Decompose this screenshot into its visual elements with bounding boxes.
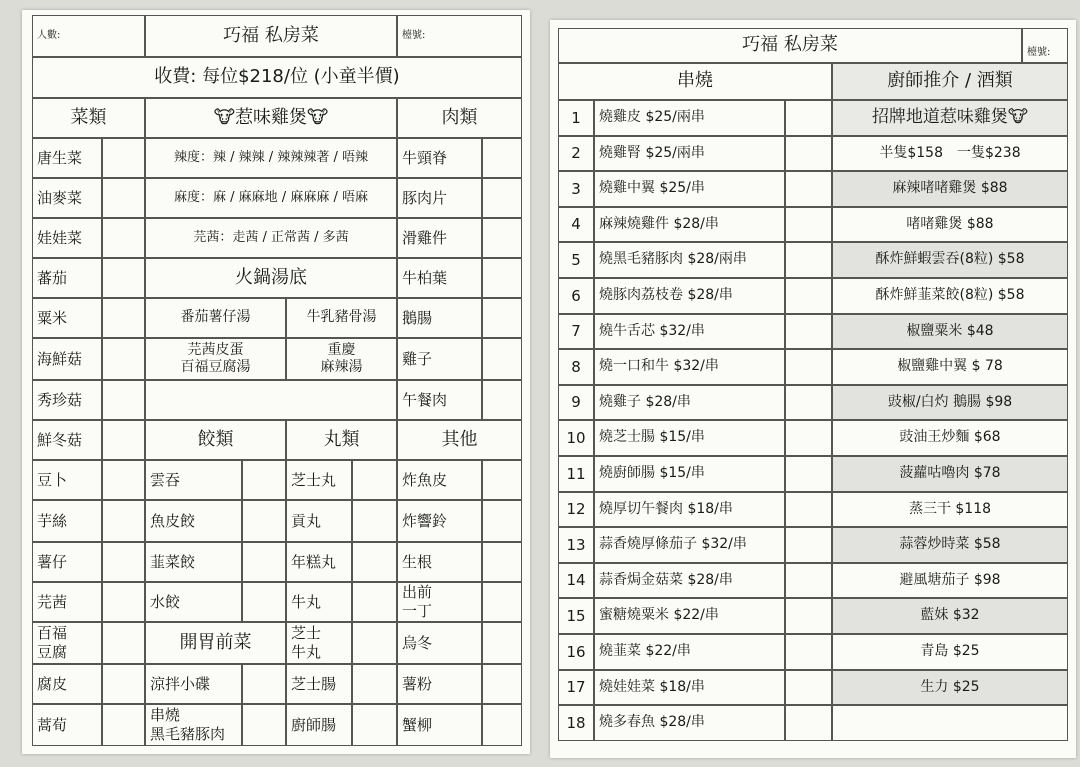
skewer-item: 燒雞腎 $25/兩串 <box>594 136 785 171</box>
vegetables-header: 菜類 <box>32 98 145 138</box>
skewer-number: 4 <box>558 207 594 242</box>
others-header: 其他 <box>397 420 522 460</box>
vegetable-item: 芫茜 <box>32 582 102 622</box>
meat-qty-box[interactable] <box>482 338 522 380</box>
vegetable-qty-box[interactable] <box>102 218 145 258</box>
other-qty-box[interactable] <box>482 542 522 582</box>
vegetable-item: 油麥菜 <box>32 178 102 218</box>
skewer-item: 燒雞子 $28/串 <box>594 385 785 420</box>
meat-item: 鵝腸 <box>397 298 482 338</box>
balls-header: 丸類 <box>286 420 397 460</box>
skewer-number: 9 <box>558 385 594 420</box>
pot-option-row: 辣度：辣 / 辣辣 / 辣辣辣著 / 唔辣 <box>145 138 397 178</box>
skewer-number: 7 <box>558 314 594 349</box>
chef-item: 麻辣啫啫雞煲 $88 <box>832 171 1068 207</box>
ball-item: 芝士腸 <box>286 664 352 704</box>
meat-qty-box[interactable] <box>482 178 522 218</box>
soup-option: 芫茜皮蛋 百福豆腐湯 <box>145 338 286 380</box>
skewer-number: 1 <box>558 100 594 136</box>
skewer-item: 蒜香燒厚條茄子 $32/串 <box>594 527 785 563</box>
skewer-qty-box[interactable] <box>785 705 832 741</box>
skewer-number: 2 <box>558 136 594 171</box>
dumpling-item: 魚皮餃 <box>145 500 242 542</box>
vegetable-qty-box[interactable] <box>102 258 145 298</box>
appetizer-qty-box[interactable] <box>242 664 286 704</box>
vegetable-item: 蕃茄 <box>32 258 102 298</box>
dumpling-item: 水餃 <box>145 582 242 622</box>
meat-item: 牛柏葉 <box>397 258 482 298</box>
skewer-qty-box[interactable] <box>785 527 832 563</box>
ball-qty-box[interactable] <box>352 542 397 582</box>
skewer-qty-box[interactable] <box>785 171 832 207</box>
ball-qty-box[interactable] <box>352 460 397 500</box>
vegetable-qty-box[interactable] <box>102 704 145 746</box>
chef-item: 青島 $25 <box>832 634 1068 670</box>
soup-option: 番茄薯仔湯 <box>145 298 286 338</box>
restaurant-title: 巧福 私房菜 <box>145 15 397 57</box>
skewer-number: 6 <box>558 278 594 314</box>
skewer-qty-box[interactable] <box>785 385 832 420</box>
skewer-qty-box[interactable] <box>785 242 832 278</box>
vegetable-qty-box[interactable] <box>102 298 145 338</box>
meat-header: 肉類 <box>397 98 522 138</box>
vegetable-item: 海鮮菇 <box>32 338 102 380</box>
ball-item: 牛丸 <box>286 582 352 622</box>
skewer-number: 14 <box>558 563 594 598</box>
vegetable-qty-box[interactable] <box>102 500 145 542</box>
skewer-qty-box[interactable] <box>785 492 832 527</box>
blank-cell <box>145 380 397 420</box>
other-item: 薯粉 <box>397 664 482 704</box>
skewer-item: 麻辣燒雞件 $28/串 <box>594 207 785 242</box>
skewer-number: 5 <box>558 242 594 278</box>
other-item: 炸魚皮 <box>397 460 482 500</box>
chef-item <box>832 705 1068 741</box>
skewer-item: 燒多春魚 $28/串 <box>594 705 785 741</box>
chef-item: 椒鹽粟米 $48 <box>832 314 1068 349</box>
dumpling-item: 雲吞 <box>145 460 242 500</box>
other-qty-box[interactable] <box>482 664 522 704</box>
vegetable-item: 百福 豆腐 <box>32 622 102 664</box>
skewer-item: 燒牛舌芯 $32/串 <box>594 314 785 349</box>
skewer-item: 燒豚肉荔枝卷 $28/串 <box>594 278 785 314</box>
vegetable-item: 蒿荀 <box>32 704 102 746</box>
table-number-label: 檯號: <box>1022 28 1068 63</box>
meat-qty-box[interactable] <box>482 138 522 178</box>
skewer-item: 燒廚師腸 $15/串 <box>594 456 785 492</box>
skewer-number: 16 <box>558 634 594 670</box>
skewer-qty-box[interactable] <box>785 100 832 136</box>
skewer-number: 10 <box>558 420 594 456</box>
skewer-item: 燒韮菜 $22/串 <box>594 634 785 670</box>
skewer-qty-box[interactable] <box>785 670 832 705</box>
skewer-number: 3 <box>558 171 594 207</box>
vegetable-item: 薯仔 <box>32 542 102 582</box>
vegetable-item: 腐皮 <box>32 664 102 704</box>
skewer-number: 17 <box>558 670 594 705</box>
skewer-number: 12 <box>558 492 594 527</box>
vegetable-qty-box[interactable] <box>102 338 145 380</box>
chef-item: 豉椒/白灼 鵝腸 $98 <box>832 385 1068 420</box>
other-qty-box[interactable] <box>482 622 522 664</box>
skewer-qty-box[interactable] <box>785 278 832 314</box>
chef-item: 避風塘茄子 $98 <box>832 563 1068 598</box>
price-banner: 收費: 每位$218/位 (小童半價) <box>32 57 522 98</box>
appetizer-item: 涼拌小碟 <box>145 664 242 704</box>
meat-item: 雞子 <box>397 338 482 380</box>
dumpling-qty-box[interactable] <box>242 500 286 542</box>
ball-item: 年糕丸 <box>286 542 352 582</box>
appetizer-qty-box[interactable] <box>242 704 286 746</box>
ball-item: 芝士 牛丸 <box>286 622 352 664</box>
vegetable-qty-box[interactable] <box>102 460 145 500</box>
skewer-qty-box[interactable] <box>785 634 832 670</box>
meat-qty-box[interactable] <box>482 380 522 420</box>
skewer-qty-box[interactable] <box>785 563 832 598</box>
vegetable-qty-box[interactable] <box>102 380 145 420</box>
ball-item: 廚師腸 <box>286 704 352 746</box>
vegetable-qty-box[interactable] <box>102 138 145 178</box>
dumpling-qty-box[interactable] <box>242 582 286 622</box>
other-qty-box[interactable] <box>482 704 522 746</box>
appetizer-item: 串燒 黑毛豬豚肉 <box>145 704 242 746</box>
ball-item: 芝士丸 <box>286 460 352 500</box>
chef-item: 藍妹 $32 <box>832 598 1068 634</box>
skewer-number: 11 <box>558 456 594 492</box>
chef-item: 酥炸鮮蝦雲吞(8粒) $58 <box>832 242 1068 278</box>
meat-qty-box[interactable] <box>482 218 522 258</box>
chef-item: 菠蘿咕嚕肉 $78 <box>832 456 1068 492</box>
other-qty-box[interactable] <box>482 500 522 542</box>
skewer-item: 燒芝士腸 $15/串 <box>594 420 785 456</box>
ball-item: 貢丸 <box>286 500 352 542</box>
skewer-qty-box[interactable] <box>785 207 832 242</box>
chef-item: 酥炸鮮韮菜餃(8粒) $58 <box>832 278 1068 314</box>
soup-base-header: 火鍋湯底 <box>145 258 397 298</box>
skewer-item: 燒黑毛豬豚肉 $28/兩串 <box>594 242 785 278</box>
other-item: 炸響鈴 <box>397 500 482 542</box>
skewer-item: 蒜香焗金菇菜 $28/串 <box>594 563 785 598</box>
vegetable-item: 秀珍菇 <box>32 380 102 420</box>
ball-qty-box[interactable] <box>352 704 397 746</box>
skewer-number: 13 <box>558 527 594 563</box>
skewer-qty-box[interactable] <box>785 598 832 634</box>
vegetable-qty-box[interactable] <box>102 178 145 218</box>
chef-item: 椒鹽雞中翼 $ 78 <box>832 349 1068 385</box>
dumpling-qty-box[interactable] <box>242 460 286 500</box>
restaurant-title: 巧福 私房菜 <box>558 28 1022 63</box>
ball-qty-box[interactable] <box>352 622 397 664</box>
meat-qty-box[interactable] <box>482 258 522 298</box>
other-item: 生根 <box>397 542 482 582</box>
chef-item: 豉油王炒麵 $68 <box>832 420 1068 456</box>
people-label: 人數: <box>32 15 145 57</box>
skewer-item: 燒一口和牛 $32/串 <box>594 349 785 385</box>
soup-option: 重慶 麻辣湯 <box>286 338 397 380</box>
ball-qty-box[interactable] <box>352 582 397 622</box>
vegetable-item: 豆卜 <box>32 460 102 500</box>
ball-qty-box[interactable] <box>352 664 397 704</box>
chicken-pot-header: 🐮惹味雞煲🐮 <box>145 98 397 138</box>
vegetable-item: 娃娃菜 <box>32 218 102 258</box>
skewer-number: 15 <box>558 598 594 634</box>
other-item: 蟹柳 <box>397 704 482 746</box>
skewer-qty-box[interactable] <box>785 349 832 385</box>
other-qty-box[interactable] <box>482 460 522 500</box>
pot-option-row: 芫茜：走茜 / 正常茜 / 多茜 <box>145 218 397 258</box>
chef-recommend-header: 廚師推介 / 酒類 <box>832 63 1068 100</box>
vegetable-item: 粟米 <box>32 298 102 338</box>
skewer-item: 蜜糖燒粟米 $22/串 <box>594 598 785 634</box>
meat-qty-box[interactable] <box>482 298 522 338</box>
right-order-sheet <box>550 20 1076 758</box>
ball-qty-box[interactable] <box>352 500 397 542</box>
vegetable-item: 芋絲 <box>32 500 102 542</box>
chef-item: 生力 $25 <box>832 670 1068 705</box>
vegetable-qty-box[interactable] <box>102 582 145 622</box>
dumpling-qty-box[interactable] <box>242 542 286 582</box>
skewer-qty-box[interactable] <box>785 420 832 456</box>
appetizer-header: 開胃前菜 <box>145 622 286 664</box>
vegetable-qty-box[interactable] <box>102 542 145 582</box>
other-item: 烏冬 <box>397 622 482 664</box>
vegetable-qty-box[interactable] <box>102 622 145 664</box>
meat-item: 牛頸脊 <box>397 138 482 178</box>
vegetable-item: 鮮冬菇 <box>32 420 102 460</box>
skewer-qty-box[interactable] <box>785 314 832 349</box>
other-item: 出前 一丁 <box>397 582 482 622</box>
chef-item: 蒸三干 $118 <box>832 492 1068 527</box>
chef-item: 啫啫雞煲 $88 <box>832 207 1068 242</box>
signature-dish-title: 招牌地道惹味雞煲🐮 <box>832 100 1068 136</box>
soup-option: 牛乳豬骨湯 <box>286 298 397 338</box>
skewer-number: 8 <box>558 349 594 385</box>
vegetable-qty-box[interactable] <box>102 664 145 704</box>
vegetable-qty-box[interactable] <box>102 420 145 460</box>
skewer-item: 燒厚切午餐肉 $18/串 <box>594 492 785 527</box>
meat-item: 午餐肉 <box>397 380 482 420</box>
skewer-item: 燒娃娃菜 $18/串 <box>594 670 785 705</box>
skewer-number: 18 <box>558 705 594 741</box>
dumpling-item: 韮菜餃 <box>145 542 242 582</box>
meat-item: 豚肉片 <box>397 178 482 218</box>
chef-item: 蒜蓉炒時菜 $58 <box>832 527 1068 563</box>
dumplings-header: 餃類 <box>145 420 286 460</box>
skewer-item: 燒雞中翼 $25/串 <box>594 171 785 207</box>
left-order-sheet <box>22 10 530 754</box>
pot-option-row: 麻度：麻 / 麻麻地 / 麻麻麻 / 唔麻 <box>145 178 397 218</box>
skewer-qty-box[interactable] <box>785 136 832 171</box>
skewer-header: 串燒 <box>558 63 832 100</box>
skewer-qty-box[interactable] <box>785 456 832 492</box>
other-qty-box[interactable] <box>482 582 522 622</box>
chef-item: 半隻$158 一隻$238 <box>832 136 1068 171</box>
meat-item: 滑雞件 <box>397 218 482 258</box>
vegetable-item: 唐生菜 <box>32 138 102 178</box>
skewer-item: 燒雞皮 $25/兩串 <box>594 100 785 136</box>
table-number-label: 檯號: <box>397 15 522 57</box>
